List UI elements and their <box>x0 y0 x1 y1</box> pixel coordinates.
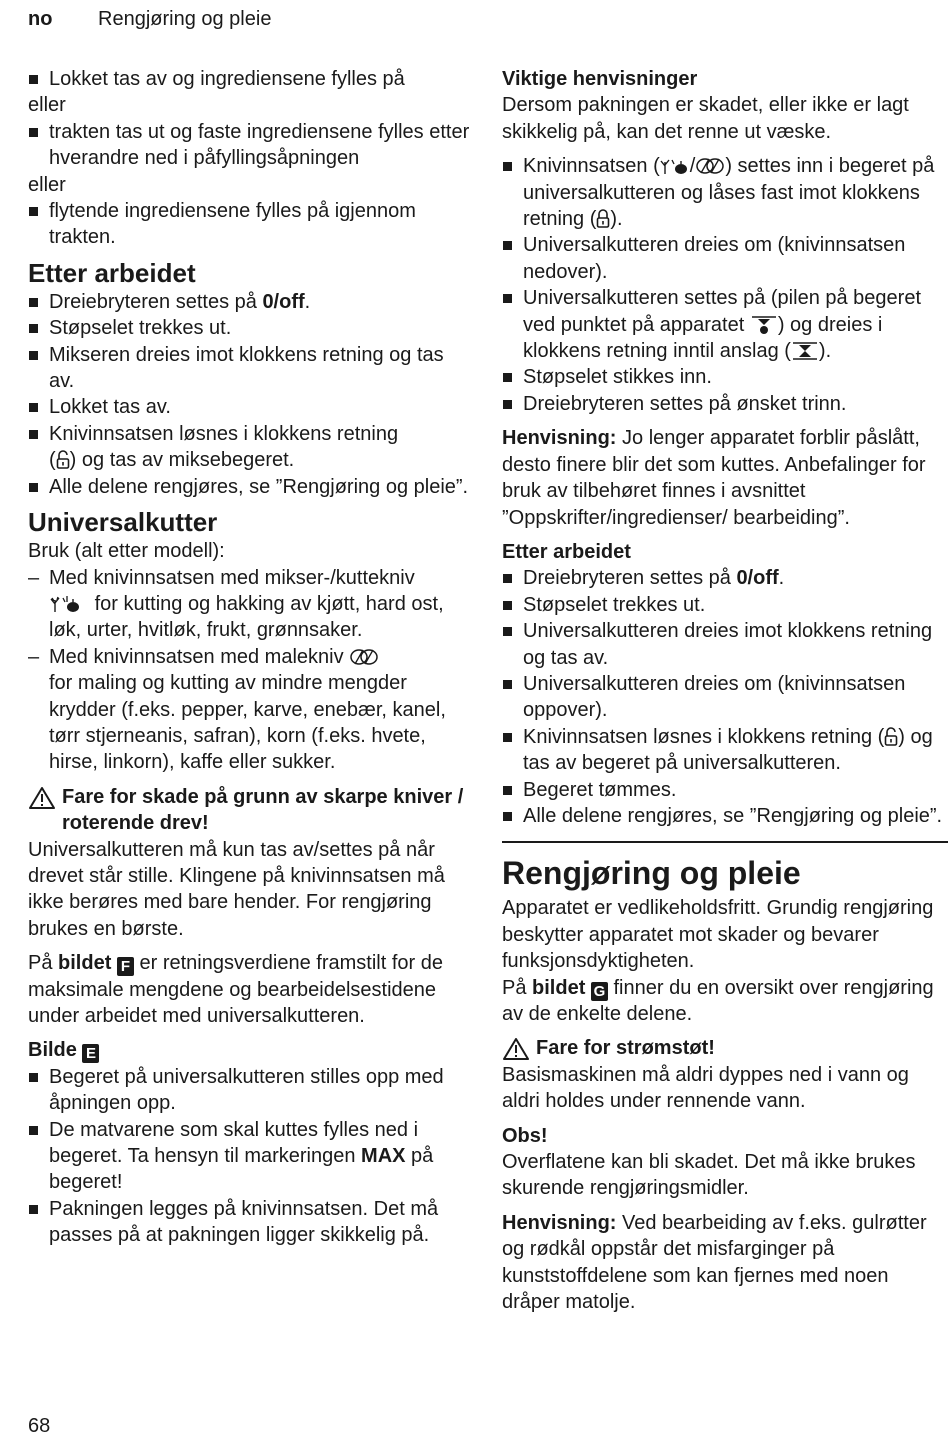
lock-icon <box>596 209 610 229</box>
bilde-e-heading: Bilde E <box>28 1037 470 1063</box>
bruk-text: Bruk (alt etter modell): <box>28 540 225 563</box>
etter-arbeidet-list <box>502 565 948 829</box>
bruk-list <box>28 565 470 776</box>
list-item: Universalkutteren dreies om (knivinnsatsen nedover). <box>502 232 948 285</box>
list-item: trakten tas ut og faste ingrediensene fylles etter hverandre ned i påfyllingsåpningen <box>28 119 470 172</box>
list-item: Dreiebryteren settes på ønsket trinn. <box>502 391 948 417</box>
list-item: Mikseren dreies imot klokkens retning og tas av. <box>28 342 470 395</box>
etter-arbeidet-list <box>28 289 470 500</box>
warning-triangle-icon <box>502 1037 530 1061</box>
max-label: MAX <box>361 1145 406 1168</box>
left-column <box>28 66 470 1249</box>
header-title: Rengjøring og pleie <box>98 8 272 30</box>
warning-text: Basismaskinen må aldri dyppes ned i vann og aldri holdes under rennende vann. <box>502 1063 909 1113</box>
figure-letter-g: G <box>591 982 608 1001</box>
section-intro: Apparatet er vedlikeholdsfritt. Grundig rengjøring beskytter apparatet mot skader og bevarer funksjonsdyktigheten. <box>502 897 934 973</box>
list-item: Knivinnsatsen ( / ) settes inn i begeret på universalkutteren og låses fast imot klokkens retning ( ). <box>502 153 948 232</box>
list-item: flytende ingrediensene fylles på igjennom trakten. <box>28 198 470 251</box>
arrow-dot-icon <box>750 313 778 335</box>
off-label: 0/off <box>262 290 305 313</box>
list-item: – Med knivinnsatsen med mikser-/kuttekniv for kutting og hakking av kjøtt, hard ost, løk, urter, hvitløk, frukt, grønnsaker. <box>28 565 470 644</box>
list-item: Dreiebryteren settes på 0/off. <box>28 289 470 315</box>
warning-heading: Fare for strømstøt! <box>502 1035 948 1061</box>
viktige-heading: Viktige henvisninger <box>502 68 698 90</box>
list-item: Lokket tas av. <box>28 394 470 420</box>
list-item: Støpselet stikkes inn. <box>502 364 948 390</box>
section-title: Rengjøring og pleie <box>502 855 801 892</box>
figure-letter-e: E <box>82 1044 99 1063</box>
grinding-blade-icon <box>695 156 725 176</box>
viktige-text: Dersom pakningen er skadet, eller ikke er lagt skikkelig på, kan det renne ut væske. <box>502 94 909 143</box>
section-divider <box>502 841 948 893</box>
assembly-list <box>502 153 948 417</box>
off-label: 0/off <box>736 567 779 590</box>
unlock-icon <box>884 727 898 747</box>
list-item: Begeret på universalkutteren stilles opp med åpningen opp. <box>28 1064 470 1117</box>
henvisning-paragraph: Henvisning: Ved bearbeiding av f.eks. gulrøtter og rødkål oppstår det misfarginger på kunststoffdelene som kan fjernes med noen dråper matolje. <box>502 1211 927 1314</box>
list-item: Begeret tømmes. <box>502 777 948 803</box>
list-item: Pakningen legges på knivinnsatsen. Det må passes på at pakningen ligger skikkelig på. <box>28 1196 470 1249</box>
list-item: Knivinnsatsen løsnes i klokkens retning ( ) og tas av begeret på universalkutteren. <box>502 724 948 777</box>
list-item: Støpselet trekkes ut. <box>28 315 470 341</box>
bilde-e-list <box>28 1064 470 1249</box>
page-header <box>28 6 271 32</box>
list-item: Universalkutteren dreies om (knivinnsatsen oppover). <box>502 671 948 724</box>
right-column <box>502 66 948 1315</box>
grinding-blade-icon <box>349 647 379 667</box>
list-item: Universalkutteren dreies imot klokkens retning og tas av. <box>502 618 948 671</box>
eller-text: eller <box>28 94 66 117</box>
list-item: Knivinnsatsen løsnes i klokkens retning ( ) og tas av miksebegeret. <box>28 421 470 474</box>
unlock-icon <box>56 450 70 470</box>
etter-arbeidet-heading: Etter arbeidet <box>502 540 631 563</box>
universalkutter-heading: Universalkutter <box>28 507 218 538</box>
mixer-blade-icon <box>49 594 89 614</box>
mixer-blade-icon <box>660 156 690 176</box>
page-number: 68 <box>28 1415 51 1437</box>
list-item: Alle delene rengjøres, se ”Rengjøring og pleie”. <box>28 474 470 500</box>
language-code: no <box>28 8 53 30</box>
warning-heading: Fare for skade på grunn av skarpe kniver / roterende drev! <box>28 784 470 837</box>
bildet-g-paragraph: På bildet G finner du en oversikt over rengjøring av de enkelte delene. <box>502 976 934 1025</box>
list-item: – Med knivinnsatsen med malekniv for maling og kutting av mindre mengder krydder (f.eks. pepper, karve, enebær, kanel, tørr stjerneanis, safran), korn (f.eks. hvete, hirse, linkorn), kaffe eller sukker. <box>28 644 470 776</box>
eller-text: eller <box>28 173 66 196</box>
intro-list <box>28 66 470 92</box>
list-item: De matvarene som skal kuttes fylles ned i begeret. Ta hensyn til markeringen MAX på begeret! <box>28 1117 470 1196</box>
list-item: Dreiebryteren settes på 0/off. <box>502 565 948 591</box>
list-item: Lokket tas av og ingrediensene fylles på <box>28 66 470 92</box>
list-item: Alle delene rengjøres, se ”Rengjøring og pleie”. <box>502 803 948 829</box>
henvisning-paragraph: Henvisning: Jo lenger apparatet forblir påslått, desto finere blir det som kuttes. Anbefalinger for bruk av tilbehøret finnes i avsnittet ”Oppskrifter/ingredienser/ bearbeiding”. <box>502 427 926 529</box>
warning-triangle-icon <box>28 786 56 810</box>
warning-text: Universalkutteren må kun tas av/settes på når drevet står stille. Klingene på knivinnsatsen må ikke berøres med bare hender. For rengjøring brukes en børste. <box>28 838 445 940</box>
obs-heading: Obs! <box>502 1124 548 1147</box>
obs-text: Overflatene kan bli skadet. Det må ikke brukes skurende rengjøringsmidler. <box>502 1151 916 1200</box>
bildet-f-paragraph: På bildet F er retningsverdiene framstilt for de maksimale mengdene og bearbeidelsestidene under arbeidet med universalkutteren. <box>28 952 443 1027</box>
figure-letter-f: F <box>117 957 134 976</box>
arrow-stop-icon <box>791 339 819 361</box>
etter-arbeidet-heading: Etter arbeidet <box>28 257 196 288</box>
list-item: Universalkutteren settes på (pilen på begeret ved punktet på apparatet ) og dreies i klokkens retning inntil anslag ( ). <box>502 285 948 364</box>
list-item: Støpselet trekkes ut. <box>502 592 948 618</box>
